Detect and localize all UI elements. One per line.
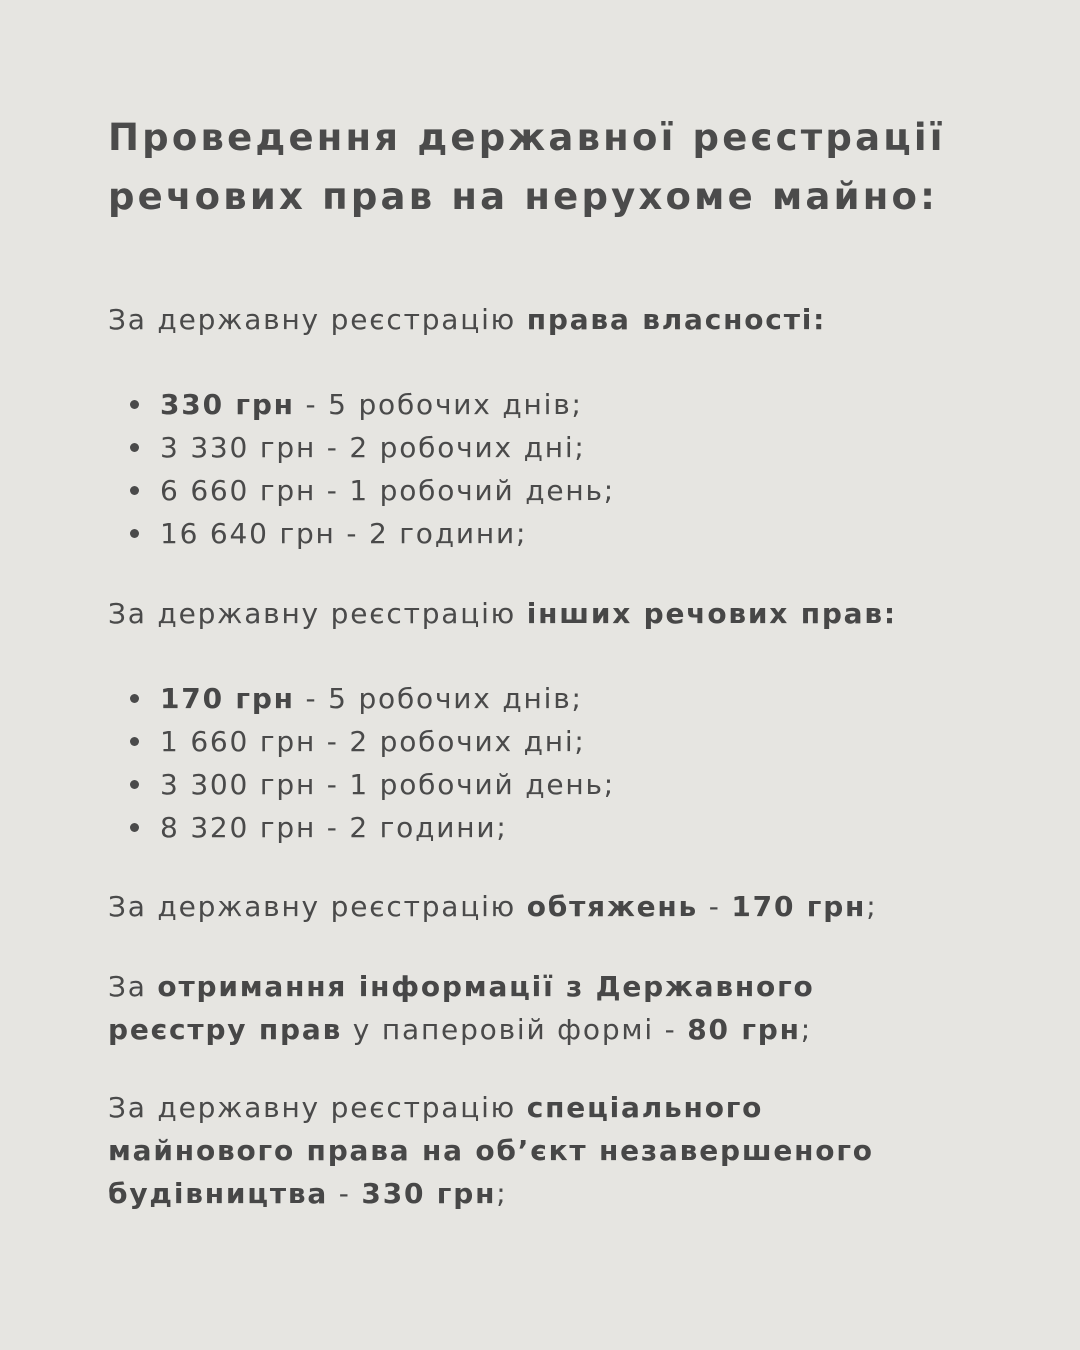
item-term: - 5 робочих днів; [294, 388, 583, 421]
bullet-icon [130, 737, 139, 746]
encumbrances-price: 170 грн [731, 890, 867, 923]
list-item [160, 806, 988, 849]
ownership-heading [108, 298, 988, 341]
encumbrances-end: ; [866, 890, 878, 923]
encumbrances-dash: - [698, 890, 732, 923]
list-item [160, 677, 988, 720]
other-rights-heading [108, 592, 988, 635]
bullet-icon [130, 780, 139, 789]
ownership-price-list [108, 383, 988, 555]
special-property-right-fee [108, 1086, 988, 1215]
list-item [160, 763, 988, 806]
item-text: 1 660 грн - 2 робочих дні; [160, 725, 586, 758]
bullet-icon [130, 443, 139, 452]
special-bold-line-3: будівництва [108, 1177, 329, 1210]
list-item [160, 426, 988, 469]
info-bold-line-1: отримання інформації з Державного [157, 970, 815, 1003]
ownership-heading-bold: права власності: [526, 303, 827, 336]
info-middle: у паперовій формі - [342, 1013, 688, 1046]
bullet-icon [130, 694, 139, 703]
special-end: ; [496, 1177, 508, 1210]
info-prefix: За [108, 970, 158, 1003]
item-term: - 5 робочих днів; [294, 682, 583, 715]
registry-info-fee [108, 965, 988, 1051]
other-rights-price-list [108, 677, 988, 849]
item-text: 16 640 грн - 2 години; [160, 517, 528, 550]
item-text: 3 300 грн - 1 робочий день; [160, 768, 616, 801]
document-page [108, 108, 988, 1215]
other-rights-heading-bold: інших речових прав: [526, 597, 897, 630]
special-bold-line-1: спеціального [526, 1091, 764, 1124]
item-text: 3 330 грн - 2 робочих дні; [160, 431, 586, 464]
other-rights-heading-prefix: За державну реєстрацію [108, 597, 527, 630]
list-item [160, 469, 988, 512]
item-price: 170 грн [160, 682, 295, 715]
special-dash: - [328, 1177, 362, 1210]
bullet-icon [130, 486, 139, 495]
bullet-icon [130, 529, 139, 538]
encumbrances-prefix: За державну реєстрацію [108, 890, 527, 923]
special-price: 330 грн [361, 1177, 497, 1210]
list-item [160, 512, 988, 555]
item-text: 6 660 грн - 1 робочий день; [160, 474, 616, 507]
info-end: ; [800, 1013, 812, 1046]
special-prefix: За державну реєстрацію [108, 1091, 527, 1124]
list-item [160, 383, 988, 426]
bullet-icon [130, 823, 139, 832]
encumbrances-bold: обтяжень [526, 890, 699, 923]
ownership-heading-prefix: За державну реєстрацію [108, 303, 527, 336]
info-price: 80 грн [687, 1013, 801, 1046]
encumbrances-fee [108, 885, 988, 928]
item-text: 8 320 грн - 2 години; [160, 811, 508, 844]
list-item [160, 720, 988, 763]
special-bold-line-2: майнового права на об’єкт незавершеного [108, 1134, 874, 1167]
page-title [108, 108, 988, 226]
item-price: 330 грн [160, 388, 295, 421]
info-bold-line-2: реєстру прав [108, 1013, 343, 1046]
title-line-1: Проведення державної реєстрації [108, 116, 946, 159]
bullet-icon [130, 400, 139, 409]
title-line-2: речових прав на нерухоме майно: [108, 175, 939, 218]
